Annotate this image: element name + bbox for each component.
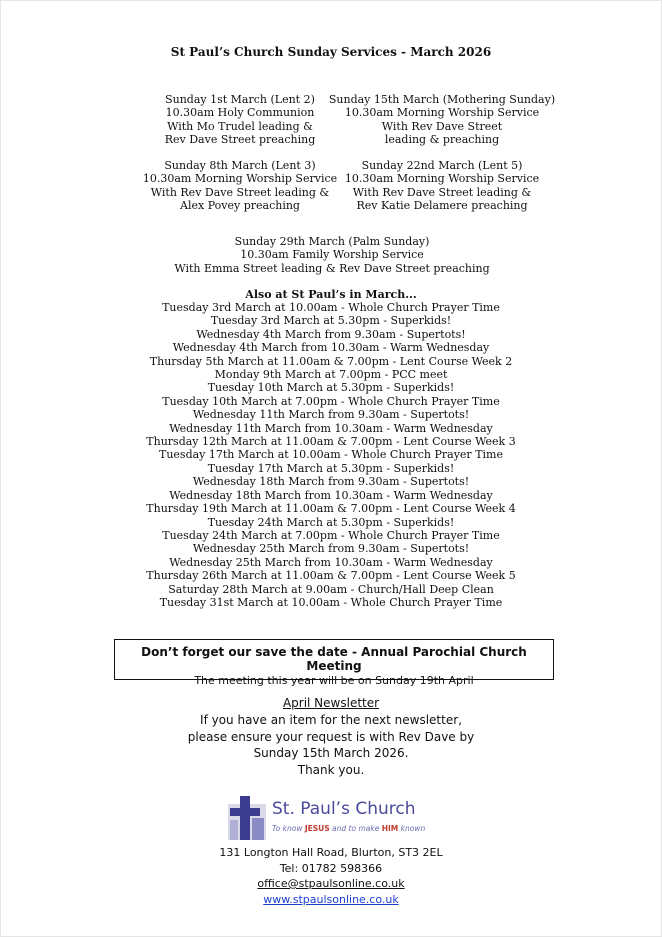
service-preacher: leading & preaching: [384, 133, 500, 147]
save-the-date-box: [114, 639, 554, 687]
event-item: Tuesday 24th March at 7.00pm - Whole Church Prayer Time: [162, 528, 500, 542]
service-date: Sunday 8th March (Lent 3): [164, 159, 316, 172]
event-item: Wednesday 4th March from 10.30am - Warm Wednesday: [172, 341, 490, 355]
service-leader: With Rev Dave Street: [381, 119, 503, 133]
service-preacher: Alex Povey preaching: [180, 199, 300, 213]
service-type: 10.30am Morning Worship Service: [344, 172, 540, 186]
service-date: Sunday 15th March (Mothering Sunday): [328, 93, 556, 106]
event-item: Tuesday 3rd March at 5.30pm - Superkids!: [210, 314, 452, 328]
event-item: Tuesday 17th March at 5.30pm - Superkids!: [207, 461, 455, 475]
event-item: Wednesday 25th March from 9.30am - Supertots!: [192, 542, 470, 556]
newsletter-line: please ensure your request is with Rev Dave by: [187, 729, 475, 744]
newsletter-line: Thank you.: [297, 763, 365, 778]
email-link[interactable]: office@stpaulsonline.co.uk: [257, 877, 405, 890]
event-item: Thursday 5th March at 11.00am & 7.00pm - Lent Course Week 2: [149, 354, 513, 368]
service-date: Sunday 29th March (Palm Sunday): [234, 235, 430, 248]
telephone: Tel: 01782 598366: [279, 861, 383, 875]
service-preacher: Rev Dave Street preaching: [164, 133, 316, 147]
event-item: Tuesday 10th March at 5.30pm - Superkids!: [207, 381, 455, 395]
church-logo: [226, 794, 446, 842]
event-item: Tuesday 24th March at 5.30pm - Superkids!: [207, 515, 455, 529]
service-date: Sunday 22nd March (Lent 5): [361, 159, 523, 172]
service-leader: With Mo Trudel leading &: [167, 119, 313, 133]
event-item: Tuesday 17th March at 10.00am - Whole Church Prayer Time: [159, 448, 503, 462]
event-item: Thursday 26th March at 11.00am & 7.00pm - Lent Course Week 5: [146, 569, 516, 583]
newsletter-heading: April Newsletter: [282, 696, 380, 710]
service-type: 10.30am Holy Communion: [165, 106, 315, 120]
page-title: St Paul’s Church Sunday Services - March 2026: [170, 45, 492, 59]
event-item: Wednesday 18th March from 10.30am - Warm Wednesday: [169, 488, 493, 502]
event-item: Wednesday 11th March from 9.30am - Supertots!: [192, 408, 470, 422]
event-item: Tuesday 3rd March at 10.00am - Whole Church Prayer Time: [162, 301, 500, 314]
service-leader: With Rev Dave Street leading &: [352, 185, 532, 199]
address: 131 Longton Hall Road, Blurton, ST3 2EL: [219, 846, 443, 859]
events-list: [0, 301, 662, 609]
service-leader: With Emma Street leading & Rev Dave Street preaching: [174, 261, 490, 275]
service-type: 10.30am Morning Worship Service: [142, 172, 338, 186]
save-the-date-detail: The meeting this year will be on Sunday 19th April: [194, 674, 474, 687]
service-type: 10.30am Family Worship Service: [240, 248, 424, 262]
church-cross-icon: [226, 794, 270, 842]
service-leader: With Rev Dave Street leading &: [150, 185, 330, 199]
save-the-date-headline: Don’t forget our save the date - Annual Parochial Church Meeting: [141, 645, 527, 673]
service-date: Sunday 1st March (Lent 2): [165, 93, 315, 106]
event-item: Wednesday 11th March from 10.30am - Warm Wednesday: [169, 421, 493, 435]
service-15th-march: [318, 93, 566, 147]
event-item: Thursday 19th March at 11.00am & 7.00pm - Lent Course Week 4: [146, 502, 516, 516]
newsletter-line: Sunday 15th March 2026.: [253, 746, 409, 761]
newsletter-notice: [0, 695, 662, 779]
website-link[interactable]: www.stpaulsonline.co.uk: [263, 892, 399, 906]
event-item: Saturday 28th March at 9.00am - Church/Hall Deep Clean: [168, 582, 494, 596]
event-item: Wednesday 25th March from 10.30am - Warm Wednesday: [169, 555, 493, 569]
event-item: Thursday 12th March at 11.00am & 7.00pm - Lent Course Week 3: [146, 435, 516, 449]
event-item: Wednesday 18th March from 9.30am - Supertots!: [192, 475, 470, 489]
service-type: 10.30am Morning Worship Service: [344, 106, 540, 120]
newsletter-line: If you have an item for the next newsletter,: [200, 712, 462, 727]
event-item: Tuesday 31st March at 10.00am - Whole Church Prayer Time: [159, 595, 503, 609]
event-item: Tuesday 10th March at 7.00pm - Whole Church Prayer Time: [162, 394, 500, 408]
service-29th-march: [100, 235, 564, 275]
also-heading: Also at St Paul’s in March...: [245, 288, 417, 301]
service-22nd-march: [318, 159, 566, 213]
service-preacher: Rev Katie Delamere preaching: [356, 199, 528, 213]
event-item: Wednesday 4th March from 9.30am - Supertots!: [196, 327, 466, 341]
logo-tagline: To know JESUS and to make HIM known: [272, 824, 426, 833]
contact-details: [0, 845, 662, 907]
event-item: Monday 9th March at 7.00pm - PCC meet: [214, 368, 448, 382]
logo-wordmark: St. Paul’s Church: [272, 799, 416, 819]
